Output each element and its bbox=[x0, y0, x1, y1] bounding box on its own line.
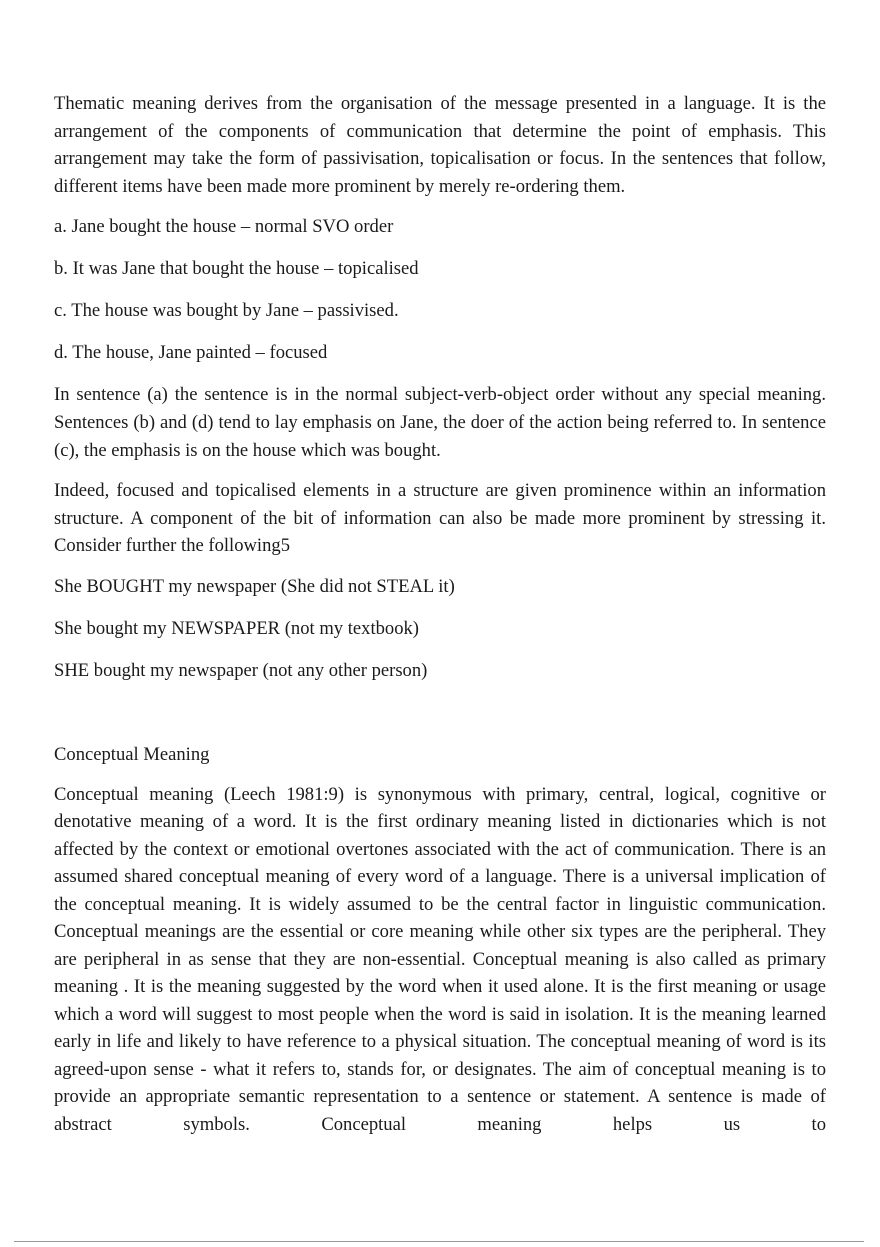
example-sentence-b: b. It was Jane that bought the house – topicalised bbox=[54, 258, 419, 280]
stress-example-newspaper: She bought my NEWSPAPER (not my textbook) bbox=[54, 617, 420, 639]
prominence-paragraph: Indeed, focused and topicalised elements in a structure are given prominence within an information structure. A component of the bit of information can also be made more prominent by stressing it. Consider further the following5 bbox=[54, 480, 826, 557]
section-heading: Conceptual Meaning bbox=[54, 743, 210, 765]
stress-example-bought: She BOUGHT my newspaper (She did not STEAL it) bbox=[54, 575, 455, 597]
example-sentence-a: a. Jane bought the house – normal SVO order bbox=[54, 216, 394, 238]
example-sentence-c: c. The house was bought by Jane – passivised. bbox=[54, 300, 399, 322]
stress-example-she: SHE bought my newspaper (not any other person) bbox=[54, 659, 428, 681]
thematic-meaning-paragraph: Thematic meaning derives from the organisation of the message presented in a language. It is the arrangement of the components of communication that determine the point of emphasis. This arrangement may take the form of passivisation, topicalisation or focus. In the sentences that follow, different items have been made more prominent by merely re-ordering them. bbox=[54, 93, 826, 197]
conceptual-meaning-paragraph: Conceptual meaning (Leech 1981:9) is synonymous with primary, central, logical, cognitive or denotative meaning of a word. It is the first ordinary meaning listed in dictionaries which is not affected by the context or emotional overtones associated with the act of communication. There is an assumed shared conceptual meaning of every word of a language. There is a universal implication of the conceptual meaning. It is widely assumed to be the central factor in linguistic communication. Conceptual meanings are the essential or core meaning while other six types are the peripheral. They are peripheral in as sense that they are non-essential. Conceptual meaning is also called as primary meaning . It is the meaning suggested by the word when it used alone. It is the first meaning or usage which a word will suggest to most people when the word is said in isolation. It is the meaning learned early in life and likely to have reference to a physical situation. The conceptual meaning of word is its agreed-upon sense - what it refers to, stands for, or designates. The aim of conceptual meaning is to provide an appropriate semantic representation to a sentence or statement. A sentence is made of abstract symbols. Conceptual meaning helps us to bbox=[54, 783, 826, 1135]
footer-divider bbox=[14, 1241, 864, 1242]
example-sentence-d: d. The house, Jane painted – focused bbox=[54, 342, 328, 364]
sentence-explanation-paragraph: In sentence (a) the sentence is in the normal subject-verb-object order without any special meaning. Sentences (b) and (d) tend to lay emphasis on Jane, the doer of the action being referred to. In sentence (c), the emphasis is on the house which was bought. bbox=[54, 384, 826, 461]
section-spacer bbox=[54, 699, 826, 741]
document-page bbox=[54, 90, 826, 1138]
